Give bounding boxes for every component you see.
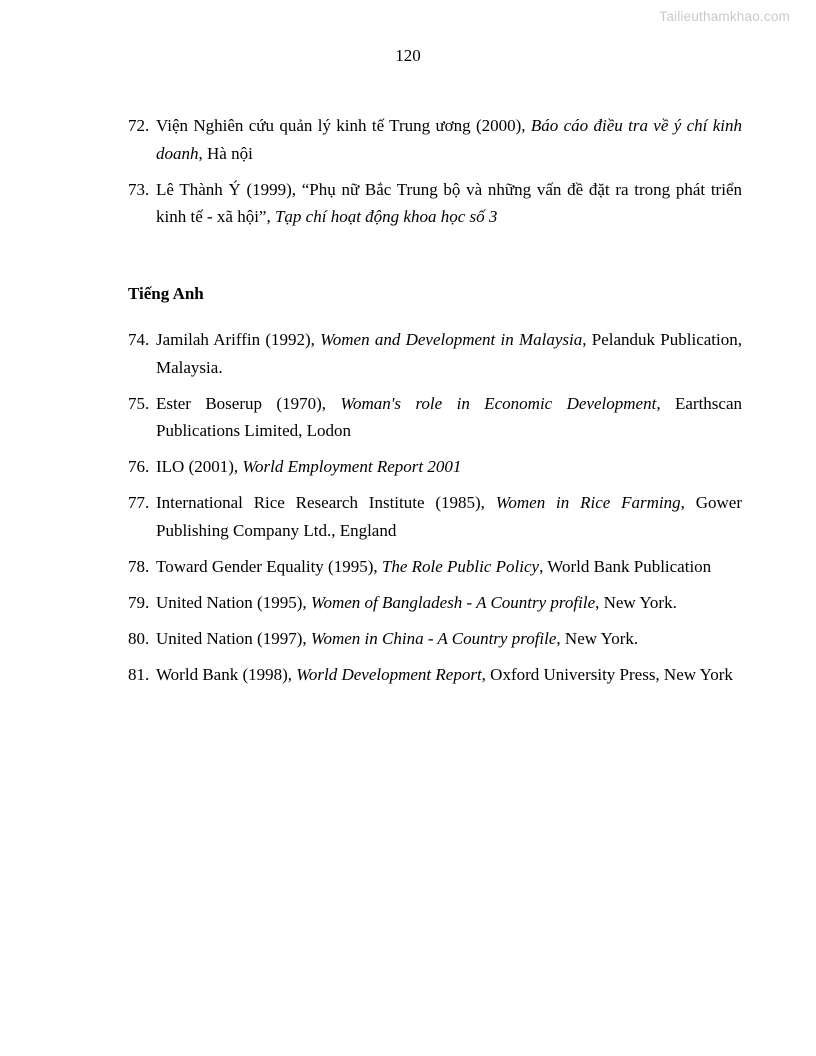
entry-publisher: , Gower Publishing Company Ltd., England <box>156 493 742 540</box>
entry-body <box>156 394 742 441</box>
entry-author-year: Ester Boserup (1970), <box>156 393 341 413</box>
entry-publisher: , Hà nội <box>198 143 253 163</box>
entry-publisher: , Oxford University Press, New York <box>481 664 733 684</box>
entry-publisher: , Earthscan Publications Limited, Lodon <box>156 393 742 441</box>
entry-title: Báo cáo điều tra về ý chí kinh doanh <box>156 116 742 163</box>
entry-publisher: , New York. <box>595 592 677 612</box>
entry-title: Women of Bangladesh - A Country profile <box>310 592 596 612</box>
bibliography-entry <box>128 176 742 231</box>
heading-bottom-spacer <box>128 306 742 326</box>
entry-body <box>156 180 742 227</box>
heading-top-spacer <box>128 239 742 283</box>
entry-author-year: World Bank (1998), <box>156 664 297 684</box>
bibliography-entry <box>128 489 742 544</box>
entry-body <box>156 629 638 648</box>
entry-author-year: Toward Gender Equality (1995), <box>156 556 382 576</box>
bibliography-entry <box>128 589 742 617</box>
entry-author-year: International Rice Research Institute (1985), <box>156 493 496 513</box>
entry-number: 74. <box>128 330 150 350</box>
entry-publisher: , New York. <box>556 628 639 648</box>
entry-title: Women in China - A Country profile <box>310 628 557 648</box>
bibliography-entry <box>128 453 742 481</box>
entry-number: 76. <box>128 457 150 477</box>
bibliography-list-english <box>128 326 742 688</box>
entry-number: 72. <box>128 116 150 135</box>
entry-number: 81. <box>128 664 150 684</box>
entry-title: Women and Development in Malaysia <box>320 330 583 350</box>
entry-title: Woman's role in Economic Development <box>340 393 657 413</box>
entry-number: 78. <box>128 556 150 576</box>
entry-title: Tạp chí hoạt động khoa học số 3 <box>274 207 498 227</box>
bibliography-entry <box>128 390 742 445</box>
entry-title: World Development Report <box>296 664 482 684</box>
entry-author-year: United Nation (1995), <box>156 592 311 612</box>
bibliography-entry <box>128 112 742 167</box>
entry-publisher: , World Bank Publication <box>539 556 712 576</box>
entry-number: 75. <box>128 393 150 413</box>
entry-publisher: , Pelanduk Publication, Malaysia. <box>156 330 742 377</box>
entry-body <box>156 457 461 476</box>
bibliography-entry <box>128 326 742 381</box>
entry-body <box>156 593 677 612</box>
entry-number: 73. <box>128 179 150 199</box>
entry-author-year: Viện Nghiên cứu quản lý kinh tế Trung ương (2000), <box>156 116 531 135</box>
bibliography-list-vietnamese <box>128 112 742 231</box>
entry-title: World Employment Report 2001 <box>242 457 462 477</box>
bibliography-content <box>128 112 742 697</box>
entry-body <box>156 330 742 377</box>
bibliography-entry <box>128 553 742 581</box>
entry-author-year: Jamilah Ariffin (1992), <box>156 330 321 350</box>
site-watermark: Tailieuthamkhao.com <box>659 9 790 24</box>
page-number: 120 <box>395 46 421 65</box>
entry-author-year: United Nation (1997), <box>156 628 311 648</box>
entry-title: The Role Public Policy <box>381 556 540 576</box>
entry-author-year: ILO (2001), <box>156 457 243 477</box>
entry-body <box>156 557 711 576</box>
entry-author-year: Lê Thành Ý (1999), “Phụ nữ Bắc Trung bộ và những vấn đề đặt ra trong phát triển kinh tế - xã hội”, <box>156 179 742 227</box>
entry-title: Women in Rice Farming <box>495 493 681 513</box>
bibliography-entry <box>128 625 742 653</box>
entry-number: 80. <box>128 628 150 648</box>
entry-number: 77. <box>128 493 150 513</box>
entry-body <box>156 493 742 540</box>
section-heading-tieng-anh: Tiếng Anh <box>128 284 204 304</box>
bibliography-entry <box>128 661 742 689</box>
entry-body <box>156 116 742 163</box>
entry-number: 79. <box>128 592 150 612</box>
entry-body <box>156 665 733 684</box>
